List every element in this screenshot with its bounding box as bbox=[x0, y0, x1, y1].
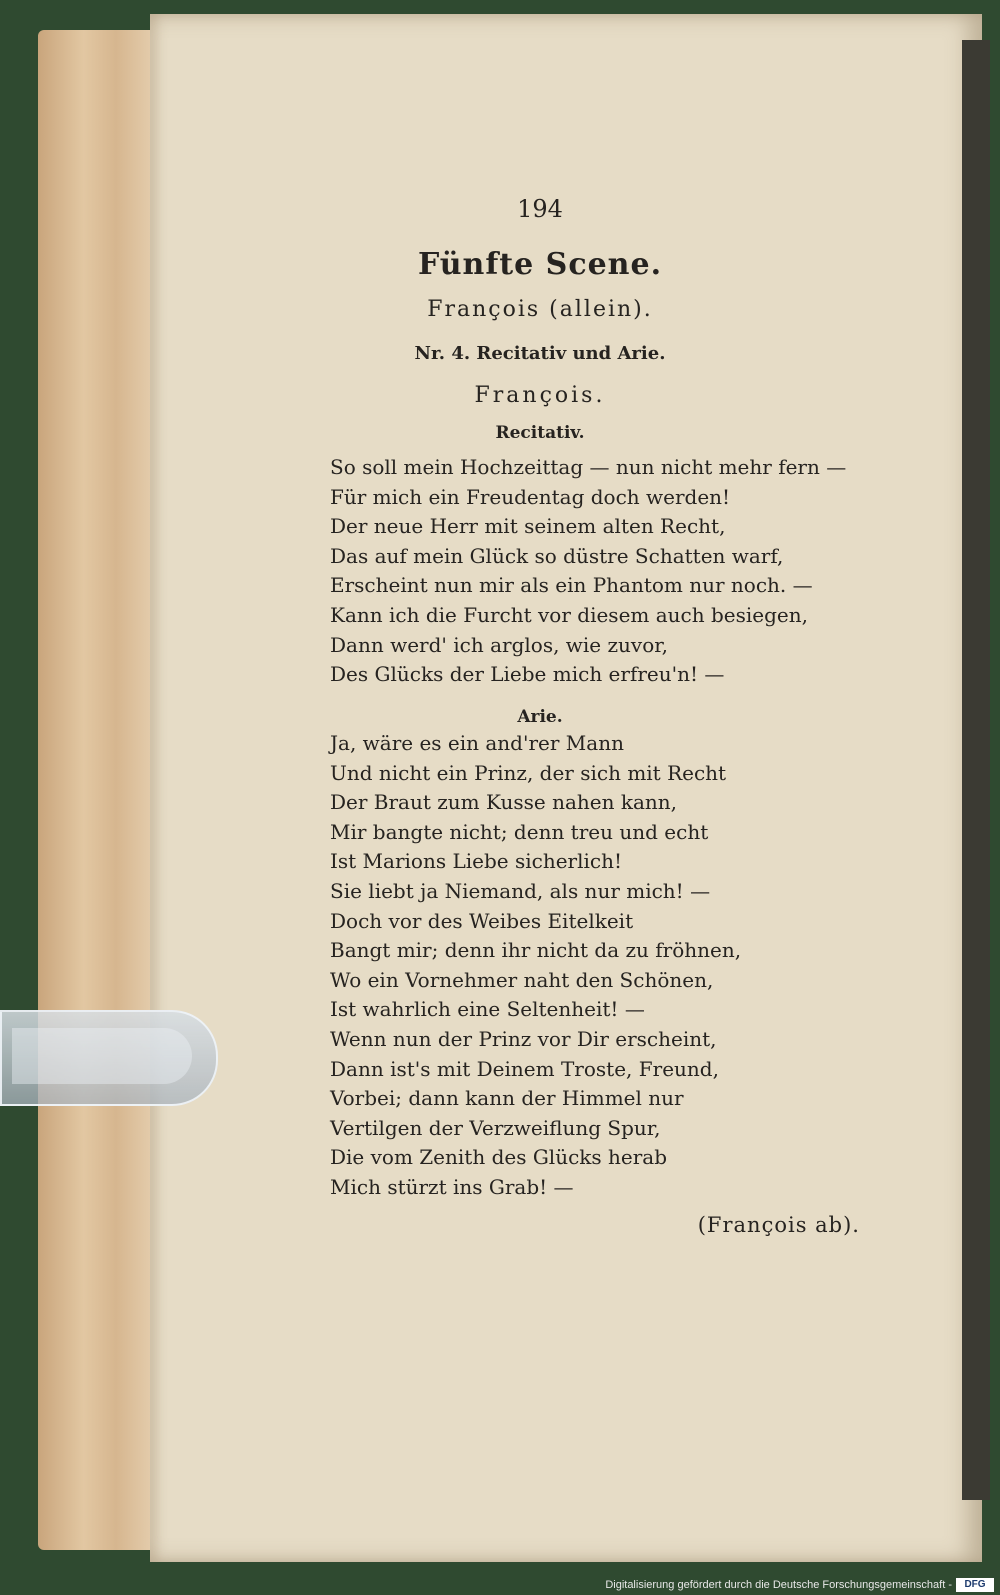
verse-line: Mir bangte nicht; denn treu und echt bbox=[330, 819, 709, 844]
verse-line: Der neue Herr mit seinem alten Recht, bbox=[330, 514, 726, 539]
verse-line: Wo ein Vornehmer naht den Schönen, bbox=[330, 967, 714, 992]
verse-line: Und nicht ein Prinz, der sich mit Recht bbox=[330, 760, 727, 785]
verse-line: Ist Marions Liebe sicherlich! bbox=[330, 849, 623, 874]
arie-verses bbox=[330, 729, 890, 1203]
scene-title: Fünfte Scene. bbox=[417, 247, 663, 282]
exit-stage-direction: (François ab). bbox=[697, 1213, 860, 1237]
speaker-name: François. bbox=[474, 383, 606, 408]
number-title: Nr. 4. Recitativ und Arie. bbox=[414, 343, 666, 364]
verse-line: Ist wahrlich eine Seltenheit! — bbox=[330, 997, 645, 1022]
verse-line: Bangt mir; denn ihr nicht da zu fröhnen, bbox=[330, 938, 742, 963]
verse-line: Vorbei; dann kann der Himmel nur bbox=[330, 1086, 684, 1111]
stage-direction: François (allein). bbox=[427, 297, 653, 322]
recitativ-verses bbox=[330, 453, 890, 690]
verse-line: So soll mein Hochzeittag — nun nicht mehr fern — bbox=[330, 455, 847, 479]
verse-line: Wenn nun der Prinz vor Dir erscheint, bbox=[330, 1026, 717, 1051]
verse-line: Für mich ein Freudentag doch werden! bbox=[330, 484, 731, 509]
book-page-edges bbox=[38, 30, 168, 1550]
recitativ-heading: Recitativ. bbox=[495, 423, 585, 443]
verse-line: Mich stürzt ins Grab! — bbox=[330, 1174, 574, 1199]
verse-line: Dann werd' ich arglos, wie zuvor, bbox=[330, 632, 668, 657]
verse-line: Des Glücks der Liebe mich erfreu'n! — bbox=[330, 662, 725, 687]
verse-line: Der Braut zum Kusse nahen kann, bbox=[330, 790, 678, 815]
digitization-credit: Digitalisierung gefördert durch die Deutsche Forschungsgemeinschaft - bbox=[605, 1579, 952, 1591]
verse-line: Vertilgen der Verzweiflung Spur, bbox=[330, 1115, 661, 1140]
page-holder-highlight bbox=[12, 1028, 192, 1084]
page-holder-clip bbox=[0, 1010, 218, 1106]
verse-line: Kann ich die Furcht vor diesem auch besiegen, bbox=[330, 602, 808, 627]
arie-heading: Arie. bbox=[517, 707, 563, 727]
verse-line: Dann ist's mit Deinem Troste, Freund, bbox=[330, 1056, 719, 1081]
dfg-logo: DFG bbox=[956, 1578, 994, 1592]
page-number: 194 bbox=[517, 195, 563, 223]
verse-line: Sie liebt ja Niemand, als nur mich! — bbox=[330, 878, 711, 903]
verse-line: Erscheint nun mir als ein Phantom nur noch. — bbox=[330, 573, 813, 598]
verse-line: Doch vor des Weibes Eitelkeit bbox=[330, 908, 634, 933]
verse-line: Ja, wäre es ein and'rer Mann bbox=[330, 731, 624, 755]
binding-shadow bbox=[962, 40, 990, 1500]
verse-line: Die vom Zenith des Glücks herab bbox=[330, 1145, 668, 1170]
verse-line: Das auf mein Glück so düstre Schatten warf, bbox=[330, 543, 784, 568]
page-content bbox=[160, 195, 920, 1275]
